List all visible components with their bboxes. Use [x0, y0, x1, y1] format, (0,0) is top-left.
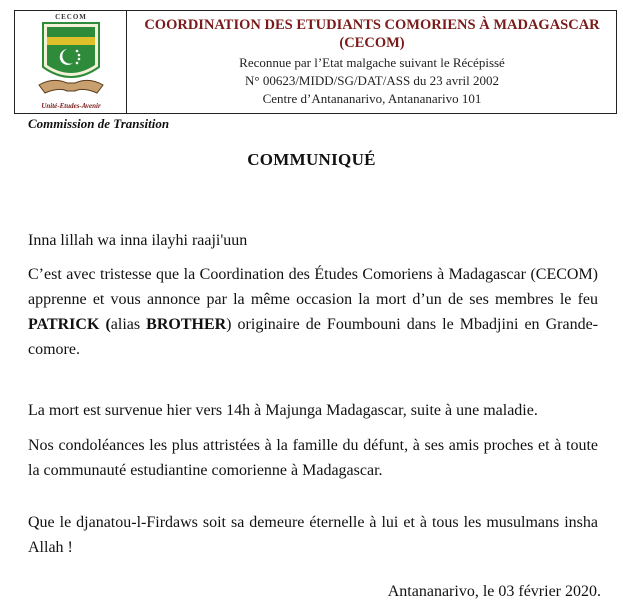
paragraph-death: La mort est survenue hier vers 14h à Majunga Madagascar, suite à une maladie. [28, 402, 538, 419]
paragraph-condolences: Nos condoléances les plus attristées à la famille du défunt, à ses amis proches et à toute la communauté estudiantine comorienne à Madagascar. [28, 437, 598, 479]
cecom-logo-icon [37, 15, 105, 103]
logo-motto: Unité-Etudes-Avenir [41, 102, 101, 110]
paragraph-announcement [28, 262, 598, 362]
p1-alias: alias [110, 316, 147, 333]
document-title: COMMUNIQUÉ [247, 150, 376, 169]
opening-line: Inna lillah wa inna ilayhi raaji'uun [28, 232, 248, 249]
commission-label: Commission de Transition [28, 116, 170, 131]
logo-cell [15, 11, 127, 113]
p1-end: ) originaire de Foumbouni dans le Mbadjini en Grande-comore. [28, 316, 599, 358]
paragraph-prayer: Que le djanatou-l-Firdaws soit sa demeure éternelle à lui et à tous les musulmans insha Allah ! [28, 514, 598, 556]
location-line: Centre d’Antananarivo, Antananarivo 101 [262, 91, 482, 106]
receipt-line: N° 00623/MIDD/SG/DAT/ASS du 23 avril 2002 [244, 73, 499, 88]
p1-start: C’est avec tristesse que la Coordination des Études Comoriens à Madagascar (CECOM) apprenne et vous annonce par la même occasion la mort d’un de ses membres le feu [28, 266, 598, 308]
signoff-date: Antananarivo, le 03 février 2020. [387, 583, 601, 600]
deceased-name: PATRICK ( [28, 316, 111, 333]
org-acronym: (CECOM) [339, 35, 405, 51]
deceased-nickname: BROTHER [146, 316, 227, 333]
logo-letters: CECOM [55, 13, 87, 21]
org-name: COORDINATION DES ETUDIANTS COMORIENS À MADAGASCAR [144, 17, 600, 33]
letterhead [14, 10, 617, 114]
recognition-line: Reconnue par l’Etat malgache suivant le Récépissé [239, 55, 505, 70]
